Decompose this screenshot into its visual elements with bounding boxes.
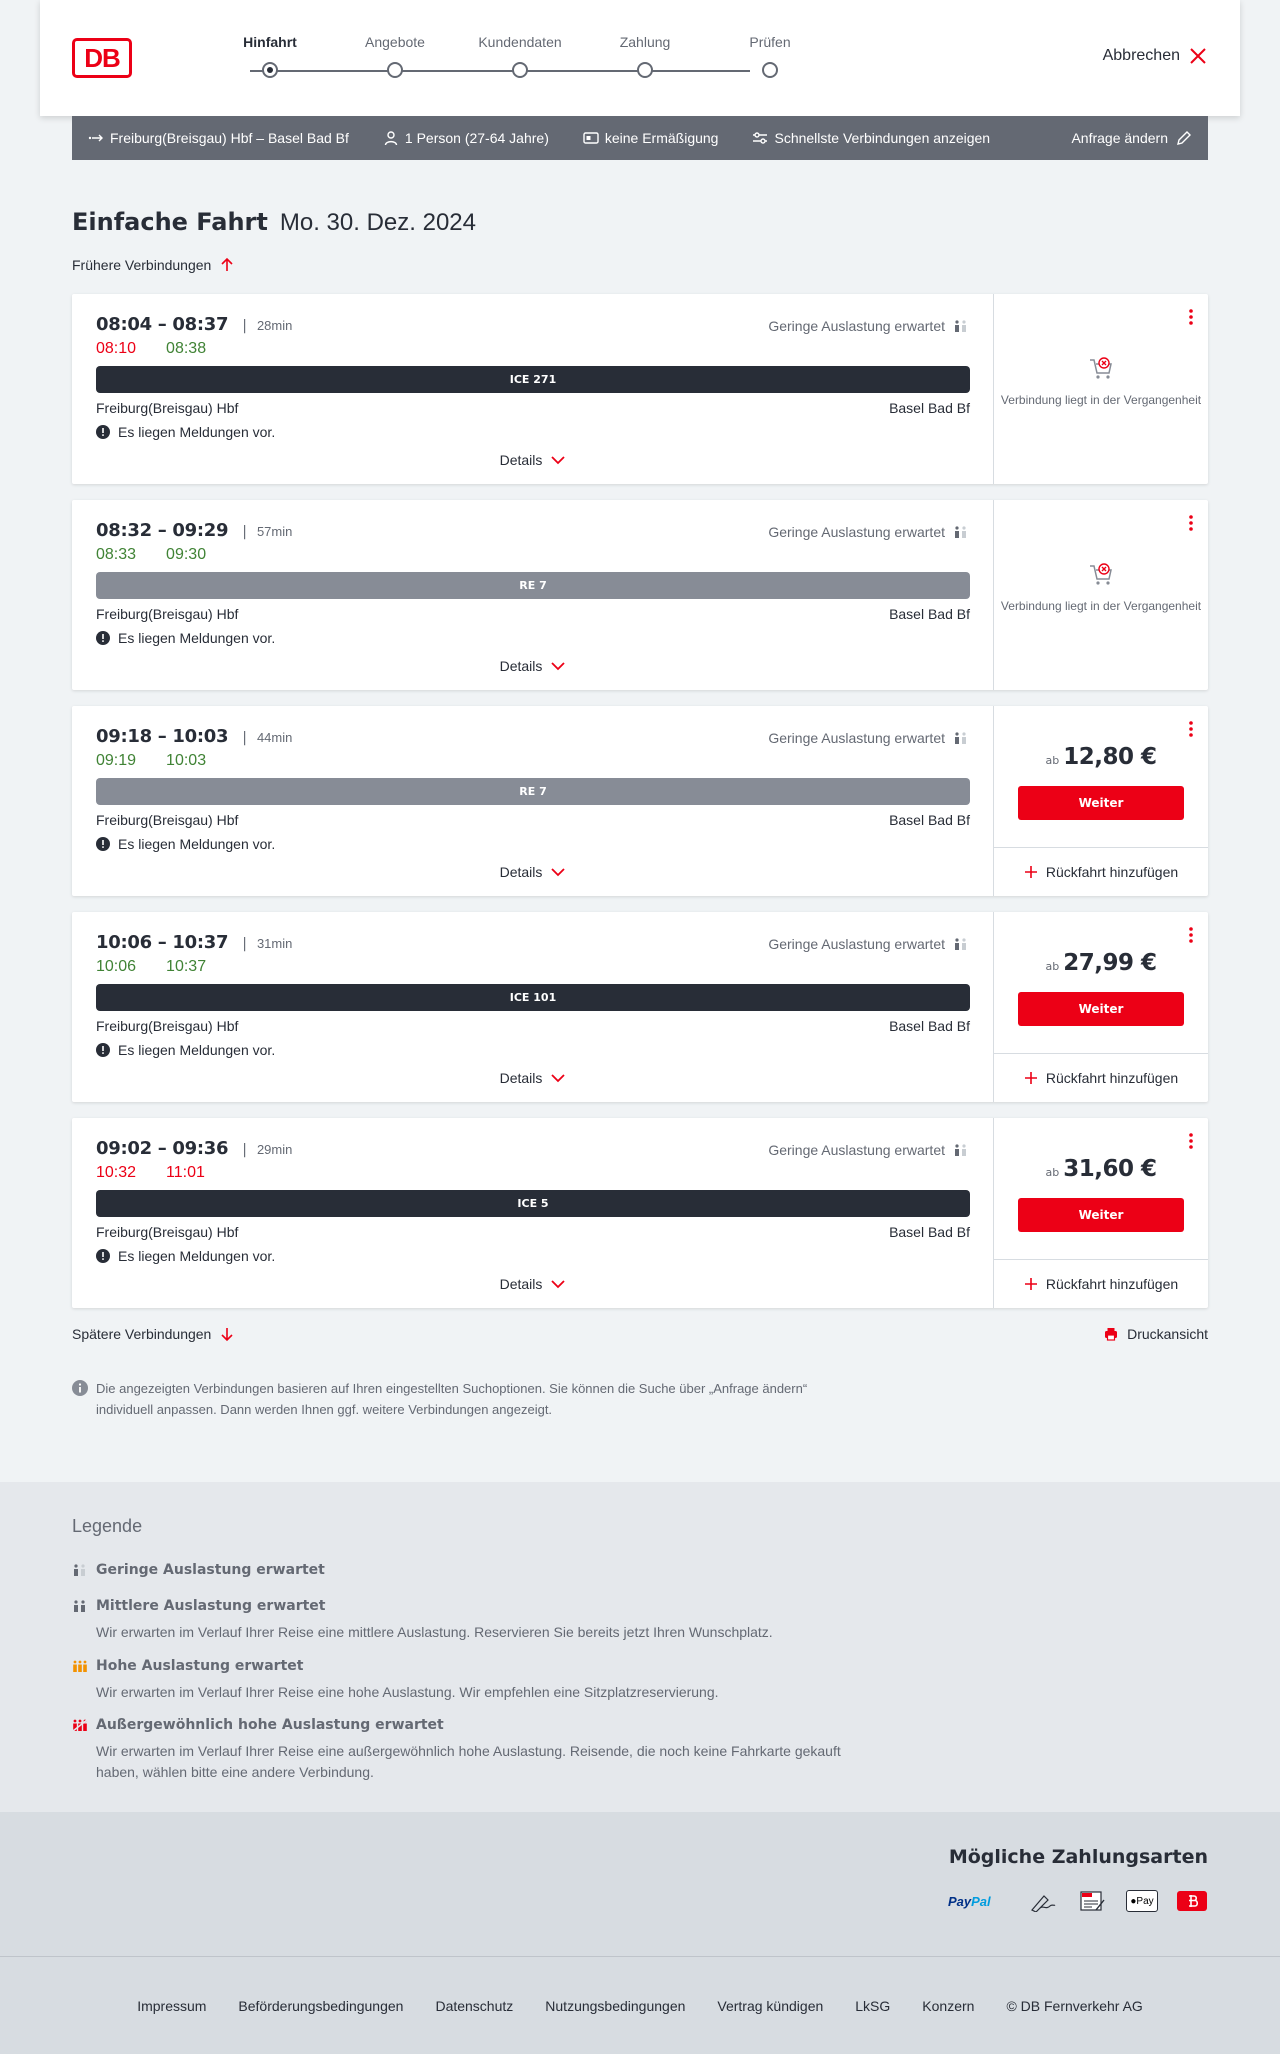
train-bar[interactable]: ICE 5 [96,1190,970,1217]
trip-type-title: Einfache Fahrt [72,208,268,236]
schedule-times [96,932,292,953]
print-label: Druckansicht [1127,1326,1208,1342]
separator: | [242,524,247,540]
step-hinfahrt [210,34,330,78]
occupancy-low-icon [953,937,969,951]
direct-debit-signature-icon [1026,1890,1058,1912]
realtime-departure: 10:06 [96,958,137,975]
step-dot [637,62,653,78]
step-dot [512,62,528,78]
message-notice [96,630,275,646]
destination-station: Basel Bad Bf [889,812,970,828]
duration: 44min [256,730,293,745]
step-kundendaten [460,34,580,78]
legend-section [0,1482,1280,1812]
realtime-times [96,340,206,358]
arrow-up-icon [219,257,235,273]
realtime-arrival: 08:38 [166,340,207,357]
plus-icon [1024,1071,1038,1085]
schedule-times [96,314,292,335]
arrow-down-icon [219,1326,235,1342]
occupancy-info [768,730,969,746]
message-notice [96,836,275,852]
notice-text: Es liegen Meldungen vor. [118,1042,276,1058]
realtime-times [96,1164,205,1182]
option-summary [752,130,990,146]
step-label: Prüfen [749,34,791,50]
page-title [72,208,476,237]
planned-times: 09:02 – 09:36 [96,1138,229,1159]
paypal-icon [948,1894,1008,1909]
more-options-icon[interactable] [1188,514,1194,532]
destination-station: Basel Bad Bf [889,1224,970,1240]
details-toggle[interactable] [72,658,994,674]
alert-icon [96,837,110,851]
apple-pay-label: Pay [1136,1895,1154,1907]
realtime-times [96,546,206,564]
occupancy-text: Geringe Auslastung erwartet [768,936,945,952]
occupancy-info [768,1142,969,1158]
occupancy-low-icon [953,319,969,333]
earlier-label: Frühere Verbindungen [72,257,212,273]
duration: 28min [256,318,293,333]
past-connection-info [994,560,1208,614]
change-request-button[interactable] [1071,130,1192,146]
discount-text: keine Ermäßigung [604,130,719,146]
occupancy-info [768,524,969,540]
planned-times: 09:18 – 10:03 [96,726,229,747]
details-toggle[interactable] [72,452,994,468]
occupancy-extreme-icon [72,1718,88,1732]
plus-icon [1024,865,1038,879]
footer-copyright: © DB Fernverkehr AG [1006,1997,1143,2014]
stations [96,606,970,622]
continue-button[interactable]: Weiter [1018,992,1184,1026]
connection-card [72,294,1208,484]
details-label: Details [499,452,543,468]
info-text: Die angezeigten Verbindungen basieren auf Ihren eingestellten Suchoptionen. Sie können die Suche über „Anfrage ändern“ individuell anpassen. Dann werden Ihnen ggf. weitere Verbindungen angezeigt. [96,1381,808,1417]
legend-item-description: Wir erwarten im Verlauf Ihrer Reise eine hohe Auslastung. Wir empfehlen eine Sitzplatzreservierung. [96,1684,719,1700]
option-text: Schnellste Verbindungen anzeigen [774,130,991,146]
occupancy-high-icon [72,1659,88,1673]
past-text: Verbindung liegt in der Vergangenheit [1000,393,1202,407]
schedule-times [96,1138,292,1159]
legend-item-title: Außergewöhnlich hohe Auslastung erwartet [96,1717,444,1733]
filter-icon [752,130,768,146]
cart-unavailable-icon [1087,560,1115,588]
occupancy-low-icon [72,1563,88,1577]
legend-item-header [72,1717,852,1733]
step-zahlung [585,34,705,78]
train-bar[interactable]: ICE 271 [96,366,970,393]
details-toggle[interactable] [72,1070,994,1086]
step-label: Zahlung [619,34,671,50]
stations [96,812,970,828]
realtime-arrival: 11:01 [166,1164,205,1181]
price-value: 27,99 € [1063,950,1157,976]
add-return-trip-button[interactable] [994,847,1208,896]
continue-button[interactable]: Weiter [1018,1198,1184,1232]
later-connections-link[interactable] [72,1326,235,1342]
cancel-label: Abbrechen [1102,47,1180,64]
connection-card [72,912,1208,1102]
print-view-link[interactable] [1103,1326,1208,1342]
realtime-arrival: 10:03 [166,752,207,769]
step-label: Angebote [365,34,425,50]
progress-stepper [210,34,790,84]
price [994,744,1208,770]
train-bar[interactable]: ICE 101 [96,984,970,1011]
realtime-arrival: 10:37 [166,958,207,975]
notice-text: Es liegen Meldungen vor. [118,630,276,646]
chevron-down-icon [550,867,566,877]
paypal-wordmark-pal: Pal [971,1893,991,1909]
connection-card [72,500,1208,690]
occupancy-low-icon [953,1143,969,1157]
planned-times: 08:32 – 09:29 [96,520,229,541]
realtime-departure: 09:19 [96,752,137,769]
separator: | [242,730,247,746]
trip-date: Mo. 30. Dez. 2024 [279,209,476,236]
origin-station: Freiburg(Breisgau) Hbf [96,400,239,416]
search-summary-bar [72,116,1208,160]
planned-times: 10:06 – 10:37 [96,932,229,953]
chevron-down-icon [550,661,566,671]
notice-text: Es liegen Meldungen vor. [118,1248,276,1264]
step-angebote [335,34,455,78]
bahncard-icon [583,130,599,146]
details-label: Details [499,864,543,880]
route-summary [88,130,349,146]
realtime-arrival: 09:30 [166,546,207,563]
add-return-label: Rückfahrt hinzufügen [1045,1276,1179,1292]
add-return-label: Rückfahrt hinzufügen [1045,1070,1179,1086]
occupancy-text: Geringe Auslastung erwartet [768,1142,945,1158]
legend-item-header [72,1598,852,1614]
add-return-trip-button[interactable] [994,1053,1208,1102]
cart-unavailable-icon [1087,354,1115,382]
offer-panel [994,294,1208,484]
schedule-times [96,726,292,747]
legend-item-description: Wir erwarten im Verlauf Ihrer Reise eine außergewöhnlich hohe Auslastung. Reisende, die noch keine Fahrkarte gekauft haben, wählen bitte eine andere Verbindung. [96,1743,841,1780]
printer-icon [1103,1326,1119,1342]
price-prefix: ab [1045,960,1060,973]
legend-item-high [72,1658,852,1703]
destination-station: Basel Bad Bf [889,606,970,622]
footer-link-nutzungsbedingungen[interactable]: Nutzungsbedingungen [545,1997,686,2014]
connection-card [72,706,1208,896]
legend-title: Legende [72,1516,143,1536]
price-prefix: ab [1045,1166,1060,1179]
discount-summary [583,130,719,146]
offer-panel [994,912,1208,1102]
legend-item-medium [72,1598,852,1643]
footer-link-lksg[interactable]: LkSG [855,1997,891,2014]
details-label: Details [499,658,543,674]
chevron-down-icon [550,1279,566,1289]
footer-link-datenschutz[interactable]: Datenschutz [435,1997,514,2014]
cancel-button[interactable] [1103,46,1208,66]
apple-pay-icon [1126,1890,1158,1912]
occupancy-text: Geringe Auslastung erwartet [768,524,945,540]
occupancy-low-icon [953,525,969,539]
footer-link-befoerderungsbedingungen[interactable]: Beförderungsbedingungen [238,1997,404,2014]
realtime-times [96,752,206,770]
price [994,950,1208,976]
step-label: Hinfahrt [243,34,297,50]
past-connection-info [994,354,1208,408]
separator: | [242,318,247,334]
header [40,0,1240,116]
chevron-down-icon [550,455,566,465]
more-options-icon[interactable] [1188,308,1194,326]
paypal-wordmark-pay: Pay [948,1893,972,1909]
stations [96,1018,970,1034]
search-info-notice [72,1378,852,1420]
price [994,1156,1208,1182]
legend-item-description: Wir erwarten im Verlauf Ihrer Reise eine mittlere Auslastung. Reservieren Sie bereits jetzt Ihren Wunschplatz. [96,1624,773,1640]
separator: | [242,1142,247,1158]
planned-times: 08:04 – 08:37 [96,314,229,335]
occupancy-medium-icon [72,1599,88,1613]
realtime-departure: 10:32 [96,1164,137,1181]
notice-text: Es liegen Meldungen vor. [118,424,276,440]
change-request-label: Anfrage ändern [1071,130,1168,146]
footer [0,1957,1280,2054]
step-label: Kundendaten [478,34,562,50]
more-options-icon[interactable] [1188,1132,1194,1150]
connection-info[interactable] [72,294,994,484]
connection-info[interactable] [72,1118,994,1308]
offer-panel [994,706,1208,896]
price-prefix: ab [1045,754,1060,767]
footer-link-vertrag-kuendigen[interactable]: Vertrag kündigen [717,1997,824,2014]
payment-icons [948,1890,1208,1912]
add-return-label: Rückfahrt hinzufügen [1045,864,1179,880]
earlier-connections-link[interactable] [72,257,235,273]
persons-summary [383,130,549,146]
details-toggle[interactable] [72,1276,994,1292]
route-arrow-icon [88,130,104,146]
message-notice [96,424,275,440]
origin-station: Freiburg(Breisgau) Hbf [96,1018,239,1034]
occupancy-low-icon [953,731,969,745]
person-icon [383,130,399,146]
duration: 29min [256,1142,293,1157]
connection-info[interactable] [72,706,994,896]
occupancy-text: Geringe Auslastung erwartet [768,318,945,334]
info-icon [72,1380,88,1396]
legend-item-title: Mittlere Auslastung erwartet [96,1598,326,1614]
pencil-icon [1176,130,1192,146]
more-options-icon[interactable] [1188,720,1194,738]
stations [96,1224,970,1240]
origin-station: Freiburg(Breisgau) Hbf [96,606,239,622]
occupancy-text: Geringe Auslastung erwartet [768,730,945,746]
details-label: Details [499,1070,543,1086]
alert-icon [96,631,110,645]
past-text: Verbindung liegt in der Vergangenheit [1000,599,1202,613]
origin-station: Freiburg(Breisgau) Hbf [96,1224,239,1240]
offer-panel [994,500,1208,690]
payment-title: Mögliche Zahlungsarten [948,1846,1208,1868]
details-toggle[interactable] [72,864,994,880]
realtime-times [96,958,206,976]
occupancy-info [768,318,969,334]
train-bar[interactable]: RE 7 [96,778,970,805]
payment-methods-section [0,1812,1280,1957]
message-notice [96,1042,275,1058]
sepa-icon [1076,1890,1108,1912]
footer-link-impressum[interactable]: Impressum [137,1997,207,2014]
db-bonus-icon [1176,1890,1208,1912]
legend-item-low [72,1562,852,1578]
route-text: Freiburg(Breisgau) Hbf – Basel Bad Bf [110,130,349,146]
realtime-departure: 08:10 [96,340,137,357]
duration: 31min [256,936,293,951]
db-logo[interactable]: DB [72,38,132,78]
origin-station: Freiburg(Breisgau) Hbf [96,812,239,828]
step-pruefen [710,34,830,78]
train-bar[interactable]: RE 7 [96,572,970,599]
realtime-departure: 08:33 [96,546,137,563]
legend-item-extreme [72,1717,852,1783]
add-return-trip-button[interactable] [994,1259,1208,1308]
step-dot [387,62,403,78]
continue-button[interactable]: Weiter [1018,786,1184,820]
alert-icon [96,1043,110,1057]
persons-text: 1 Person (27-64 Jahre) [404,130,549,146]
step-dot [762,62,778,78]
destination-station: Basel Bad Bf [889,1018,970,1034]
close-icon [1188,46,1208,66]
price-value: 12,80 € [1063,744,1157,770]
footer-link-konzern[interactable]: Konzern [922,1997,975,2014]
legend-item-title: Geringe Auslastung erwartet [96,1562,325,1578]
destination-station: Basel Bad Bf [889,400,970,416]
connection-info[interactable] [72,912,994,1102]
schedule-times [96,520,292,541]
legend-item-title: Hohe Auslastung erwartet [96,1658,304,1674]
legend-item-header [72,1562,852,1578]
plus-icon [1024,1277,1038,1291]
notice-text: Es liegen Meldungen vor. [118,836,276,852]
more-options-icon[interactable] [1188,926,1194,944]
connection-card [72,1118,1208,1308]
message-notice [96,1248,275,1264]
separator: | [242,936,247,952]
apple-logo-icon: ● [1130,1895,1137,1907]
alert-icon [96,1249,110,1263]
offer-panel [994,1118,1208,1308]
price-value: 31,60 € [1063,1156,1157,1182]
occupancy-info [768,936,969,952]
alert-icon [96,425,110,439]
later-label: Spätere Verbindungen [72,1326,212,1342]
step-dot-active [262,62,278,78]
legend-item-header [72,1658,852,1674]
details-label: Details [499,1276,543,1292]
stations [96,400,970,416]
duration: 57min [256,524,293,539]
connection-info[interactable] [72,500,994,690]
chevron-down-icon [550,1073,566,1083]
